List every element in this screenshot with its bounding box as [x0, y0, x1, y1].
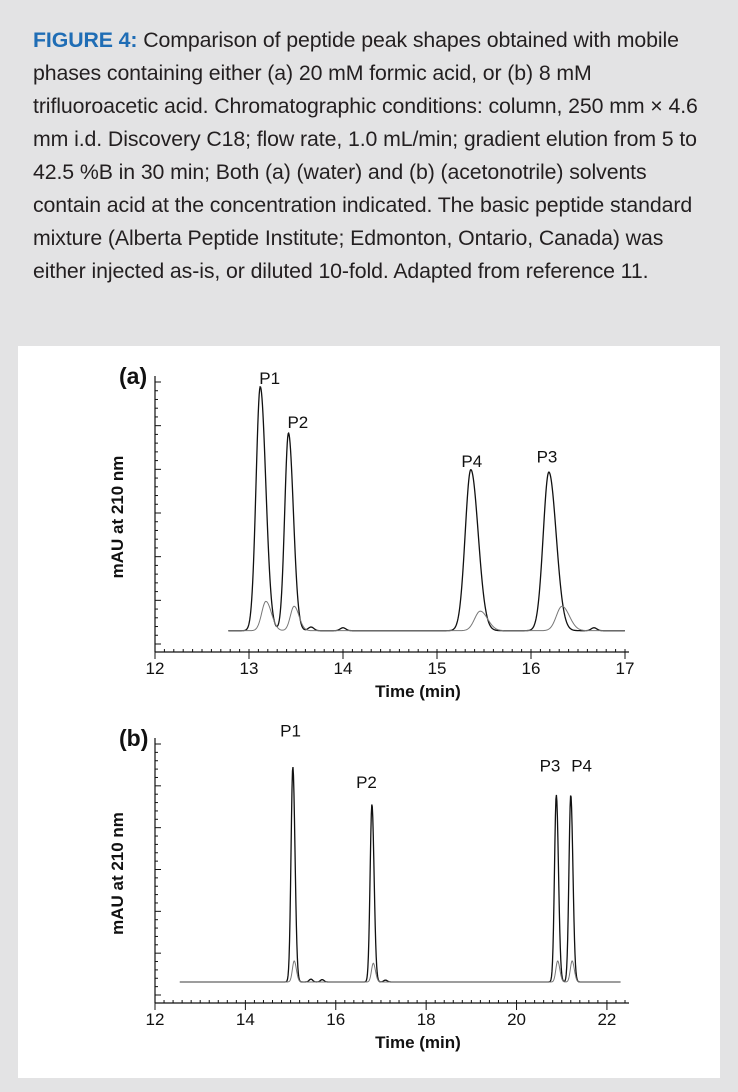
peak-label-p2: P2 — [287, 413, 309, 433]
y-axis-title: mAU at 210 nm — [108, 812, 127, 935]
x-tick-label: 22 — [597, 1010, 617, 1029]
peak-label-p2: P2 — [356, 772, 377, 792]
peak-label-p4: P4 — [461, 452, 483, 472]
panel-label-b: (b) — [119, 725, 149, 751]
x-tick-label: 20 — [507, 1010, 526, 1029]
peak-label-p3: P3 — [539, 756, 561, 776]
chart-panel-b — [108, 721, 629, 1052]
chromatogram-svg — [18, 346, 720, 1078]
peak-label-p1: P1 — [280, 721, 301, 741]
chart-panel-a — [108, 363, 634, 701]
chart-panel — [18, 346, 720, 1078]
peak-label-p4: P4 — [571, 756, 593, 776]
x-tick-label: 14 — [235, 1010, 255, 1029]
x-tick-label: 18 — [416, 1010, 436, 1029]
x-tick-label: 14 — [333, 659, 353, 678]
x-tick-label: 13 — [239, 659, 259, 678]
x-axis-title: Time (min) — [375, 1033, 461, 1052]
panel-label-a: (a) — [119, 363, 148, 389]
y-axis-title: mAU at 210 nm — [108, 455, 127, 579]
trace-as-is-b — [180, 767, 621, 982]
caption-text: Comparison of peptide peak shapes obtained with mobile phases containing either (a) 20 mM formic acid, or (b) 8 mM trifluoroacetic acid. Chromatographic conditions: column, 250 mm × 4.6 mm i.d. Discovery C18; flow rate, 1.0 mL/min; gradient elution from 5 to 42.5 %B in 30 min; Both (a) (water) and (b) (acetonotrile) solvents contain acid at the concentration indicated. The basic peptide standard mixture (Alberta Peptide Institute; Edmonton, Ontario, Canada) was either injected as-is, or diluted 10-fold. Adapted from reference 11. — [33, 28, 698, 283]
x-tick-label: 12 — [145, 1010, 165, 1029]
peak-label-p3: P3 — [536, 447, 558, 467]
x-tick-label: 15 — [427, 659, 447, 678]
figure-caption — [33, 24, 713, 288]
peak-label-p1: P1 — [259, 369, 281, 389]
x-tick-label: 12 — [145, 659, 165, 678]
x-tick-label: 17 — [615, 659, 635, 678]
trace-diluted-b — [180, 961, 621, 982]
x-tick-label: 16 — [326, 1010, 346, 1029]
figure-label: FIGURE 4: — [33, 28, 138, 52]
x-tick-label: 16 — [521, 659, 541, 678]
x-axis-title: Time (min) — [375, 682, 461, 701]
